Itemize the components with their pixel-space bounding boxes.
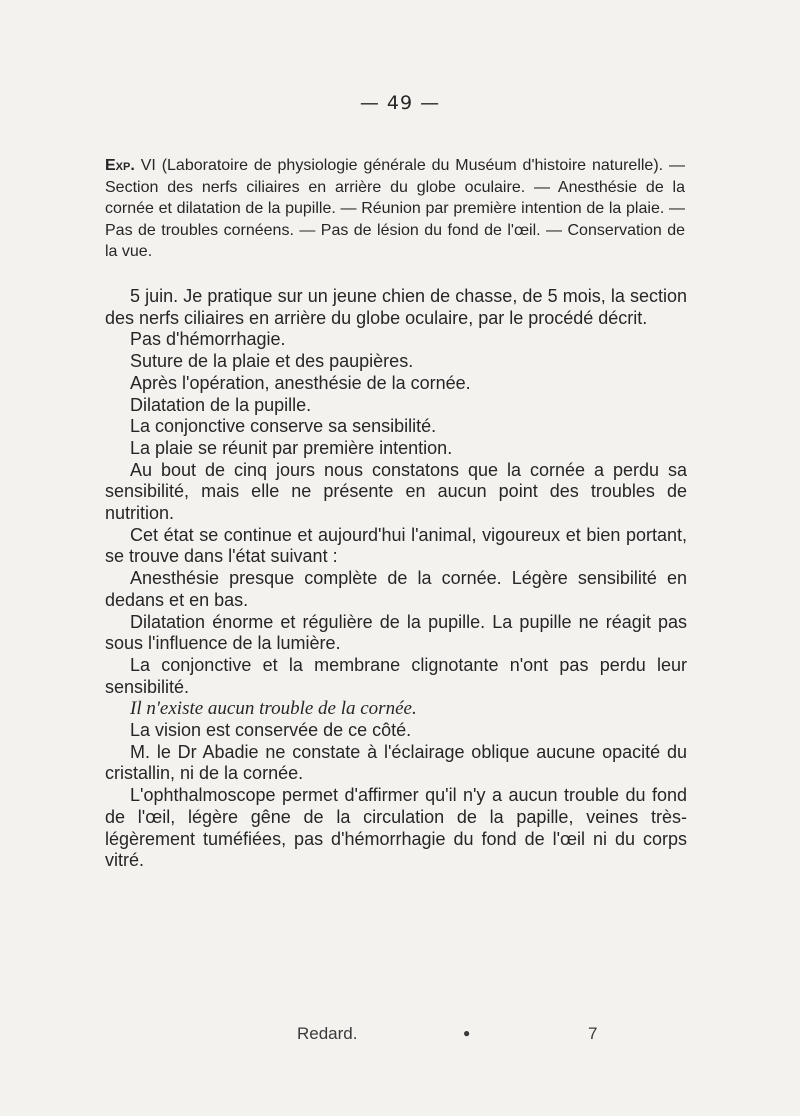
page-number: — 49 —: [359, 92, 441, 114]
experiment-summary-text: VI (Laboratoire de physiologie générale du Muséum d'histoire naturelle). — Section des nerfs ciliaires en arrière du globe oculaire. — Anesthésie de la cornée et dilatation de la pupille. — Réunion par première intention de la plaie. — Pas de troubles cornéens. — Pas de lésion du fond de l'œil. — Conservation de la vue.: [105, 157, 685, 260]
paragraph: Après l'opération, anesthésie de la cornée.: [130, 372, 471, 393]
paragraph: Dilatation de la pupille.: [130, 394, 312, 415]
paragraph: Au bout de cinq jours nous constatons que la cornée a perdu sa sensibilité, mais elle ne présente en aucun point des troubles de nutrition.: [105, 459, 687, 524]
experiment-summary: [105, 155, 685, 263]
paragraph: M. le Dr Abadie ne constate à l'éclairage oblique aucune opacité du cristallin, ni de la cornée.: [105, 741, 687, 784]
experiment-label: Exp.: [105, 157, 135, 174]
paragraph: La conjonctive conserve sa sensibilité.: [130, 416, 437, 437]
paragraph: Suture de la plaie et des paupières.: [130, 351, 414, 372]
paragraph: La vision est conservée de ce côté.: [130, 720, 412, 741]
paragraph: 5 juin. Je pratique sur un jeune chien de chasse, de 5 mois, la section des nerfs ciliaires en arrière du globe oculaire, par le procédé décrit.: [105, 286, 687, 328]
paragraph: Cet état se continue et aujourd'hui l'animal, vigoureux et bien portant, se trouve dans l'état suivant :: [105, 524, 687, 567]
paragraph: Dilatation énorme et régulière de la pupille. La pupille ne réagit pas sous l'influence de la lumière.: [105, 611, 687, 654]
paragraph-italic: Il n'existe aucun trouble de la cornée.: [130, 698, 417, 720]
paragraph: La plaie se réunit par première intention.: [130, 437, 453, 458]
footer-signature: Redard.: [297, 1024, 358, 1043]
paragraph: Pas d'hémorrhagie.: [130, 329, 286, 350]
sheet-number: 7: [588, 1024, 598, 1043]
footer-dot-mark: ●: [463, 1026, 471, 1040]
observation-body: [105, 286, 687, 872]
paragraph: L'ophthalmoscope permet d'affirmer qu'il n'y a aucun trouble du fond de l'œil, légère gêne de la circulation de la papille, veines très-légèrement tuméfiées, pas d'hémorrhagie du fond de l'œil ni du corps vitré.: [105, 785, 687, 871]
paragraph: Anesthésie presque complète de la cornée. Légère sensibilité en dedans et en bas.: [105, 568, 687, 610]
paragraph: La conjonctive et la membrane clignotante n'ont pas perdu leur sensibilité.: [105, 654, 687, 697]
